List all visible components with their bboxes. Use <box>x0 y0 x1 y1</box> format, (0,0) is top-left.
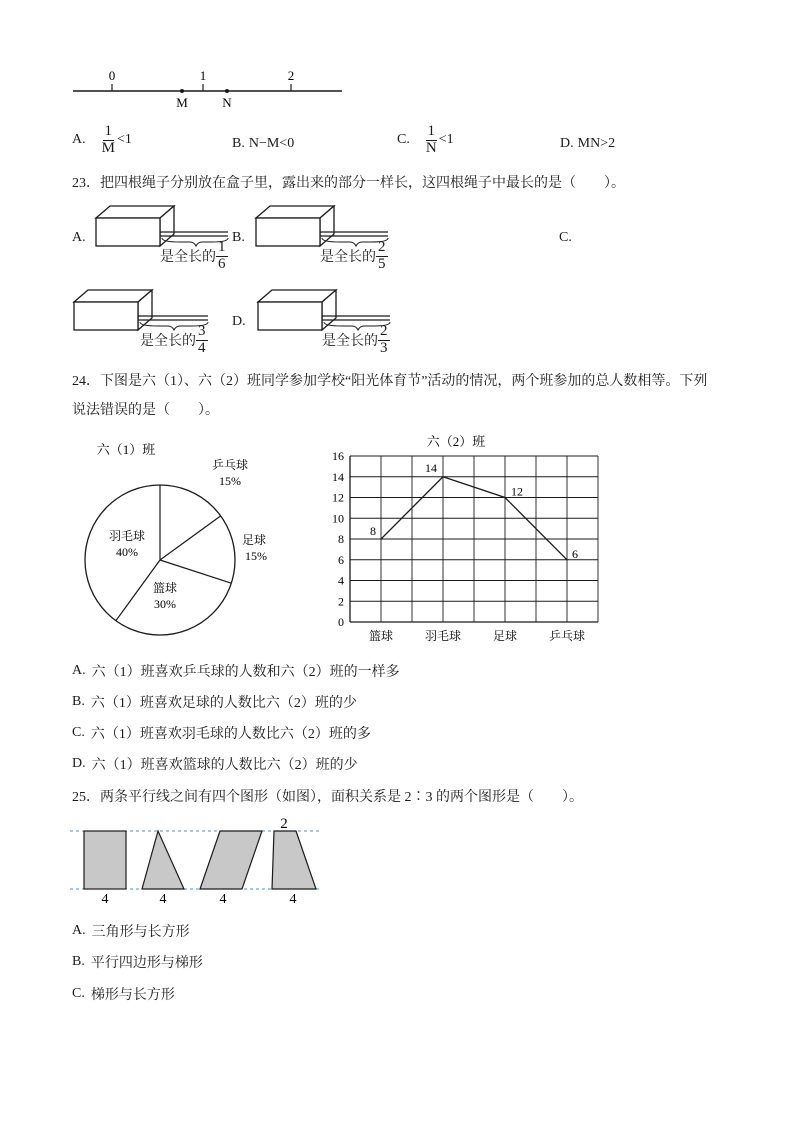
x-tick-label-3: 乒乓球 <box>548 629 586 643</box>
pie-pct-football: 15% <box>245 549 267 563</box>
pie-label-football: 足球 <box>241 533 267 547</box>
pie-pct-basketball: 30% <box>154 597 176 611</box>
base-label-rectangle: 4 <box>101 892 109 906</box>
option-text: 六（1）班喜欢足球的人数比六（2）班的少 <box>90 696 357 711</box>
option-label: A. <box>72 132 86 148</box>
tick-label-0: 0 <box>108 68 116 83</box>
y-tick-label-7: 14 <box>332 469 344 484</box>
x-tick-label-1: 羽毛球 <box>424 629 462 643</box>
option-text: N−M<0 <box>248 136 295 151</box>
option-text: 六（1）班喜欢羽毛球的人数比六（2）班的多 <box>90 727 371 742</box>
y-tick-label-2: 4 <box>338 573 344 588</box>
q24-option-a[interactable] <box>72 661 400 681</box>
base-label-parallelogram: 4 <box>219 892 227 906</box>
pie-label-badminton: 羽毛球 <box>108 529 146 543</box>
y-tick-label-3: 6 <box>338 552 344 567</box>
option-text: 六（1）班喜欢篮球的人数比六（2）班的少 <box>91 758 358 773</box>
relation: <1 <box>438 132 454 148</box>
pie-chart <box>80 432 280 644</box>
q23-option-d-label[interactable]: D. <box>232 314 246 329</box>
line-title: 六（2）班 <box>426 434 486 449</box>
fraction <box>196 324 208 357</box>
triangle-shape <box>142 831 184 889</box>
pie-slices <box>85 485 235 635</box>
q22-option-c[interactable] <box>397 124 454 157</box>
data-label-1: 14 <box>425 460 437 475</box>
q25-shapes <box>70 814 330 906</box>
q24-text-line2: 说法错误的是（ ）。 <box>72 403 219 418</box>
data-label-3: 6 <box>572 546 578 561</box>
option-label: D. <box>560 136 574 151</box>
line-yticks <box>332 449 344 629</box>
option-label: B. <box>72 954 85 969</box>
point-n <box>225 89 229 93</box>
caption-text: 是全长的 <box>160 250 216 266</box>
base-label-trapezoid: 4 <box>289 892 297 906</box>
data-point-0 <box>380 538 382 540</box>
y-tick-label-5: 10 <box>332 511 344 526</box>
q25-option-a[interactable] <box>72 921 190 941</box>
q23-option-c-label[interactable]: C. <box>559 230 572 245</box>
fraction-denominator: 4 <box>198 339 206 356</box>
point-label-n: N <box>222 95 232 110</box>
q23-option-d-caption <box>322 324 390 357</box>
base-label-triangle: 4 <box>159 892 167 906</box>
pie-pct-pingpong: 15% <box>219 474 241 488</box>
option-label: C. <box>397 132 410 148</box>
fraction-numerator: 1 <box>427 123 436 139</box>
y-tick-label-6: 12 <box>332 490 344 505</box>
q25-option-c[interactable] <box>72 984 175 1004</box>
pie-title: 六（1）班 <box>96 442 156 457</box>
data-label-0: 8 <box>370 524 376 538</box>
trapezoid-shape <box>272 831 316 889</box>
q23-option-b-label[interactable]: B. <box>232 230 245 245</box>
q23-option-a-caption <box>160 240 228 273</box>
option-label: A. <box>72 663 86 678</box>
option-text: MN>2 <box>577 136 616 151</box>
q23-text: 23．把四根绳子分别放在盒子里，露出来的部分一样长，这四根绳子中最长的是（ ）。 <box>72 176 625 191</box>
q23-option-b-caption <box>320 240 388 273</box>
option-text: 平行四边形与梯形 <box>90 956 203 971</box>
y-tick-label-8: 16 <box>332 449 344 463</box>
caption-text: 是全长的 <box>322 334 378 350</box>
line-grid <box>350 456 598 622</box>
line-chart <box>294 432 614 650</box>
option-text: 六（1）班喜欢乒乓球的人数和六（2）班的一样多 <box>91 665 400 680</box>
y-tick-label-0: 0 <box>338 615 344 629</box>
option-label: B. <box>232 136 245 151</box>
caption-text: 是全长的 <box>140 334 196 350</box>
q24-option-d[interactable] <box>72 754 358 774</box>
line-xticks <box>369 628 585 643</box>
fraction <box>424 124 439 157</box>
y-tick-label-4: 8 <box>338 532 344 546</box>
option-text: 梯形与长方形 <box>90 988 175 1003</box>
point-m <box>180 89 184 93</box>
fraction <box>216 240 228 273</box>
pie-pct-badminton: 40% <box>116 545 138 559</box>
q25-text: 25．两条平行线之间有四个图形（如图），面积关系是 2∶3 的两个图形是（ ）。 <box>72 790 583 805</box>
q22-option-d[interactable] <box>560 136 615 152</box>
q25-option-b[interactable] <box>72 952 203 972</box>
x-tick-label-2: 足球 <box>492 629 518 643</box>
q24-option-c[interactable] <box>72 723 371 743</box>
fraction-denominator: 6 <box>218 255 226 272</box>
relation: <1 <box>116 132 132 148</box>
q22-option-a[interactable] <box>72 124 132 157</box>
fraction-numerator: 1 <box>104 123 113 139</box>
data-point-1 <box>442 476 444 478</box>
option-label: C. <box>72 986 85 1001</box>
option-label: A. <box>72 923 86 938</box>
fraction-denominator: N <box>425 139 437 156</box>
tick-label-1: 1 <box>199 68 207 83</box>
data-label-2: 12 <box>511 484 523 499</box>
y-tick-label-1: 2 <box>338 594 344 609</box>
q22-option-b[interactable] <box>232 136 294 152</box>
option-label: D. <box>72 756 86 771</box>
q23-option-a-label[interactable]: A. <box>72 230 86 245</box>
q23-option-c-caption <box>140 324 208 357</box>
fraction-denominator: M <box>101 139 115 156</box>
fraction-denominator: 3 <box>380 339 388 356</box>
option-text: 三角形与长方形 <box>91 925 190 940</box>
fraction <box>100 124 117 157</box>
point-label-m: M <box>176 95 188 110</box>
fraction-numerator: 3 <box>198 323 206 339</box>
data-point-3 <box>566 559 568 561</box>
tick-label-2: 2 <box>287 68 295 83</box>
fraction <box>378 324 390 357</box>
option-label: B. <box>72 694 85 709</box>
option-label: C. <box>72 725 85 740</box>
caption-text: 是全长的 <box>320 250 376 266</box>
pie-label-pingpong: 乒乓球 <box>211 458 249 472</box>
fraction <box>376 240 388 273</box>
q24-option-b[interactable] <box>72 692 357 712</box>
q24-text-line1: 24．下图是六（1）、六（2）班同学参加学校“阳光体育节”活动的情况，两个班参加的总人数相等。下列 <box>72 374 708 389</box>
rectangle-shape <box>84 831 126 889</box>
parallelogram-shape <box>200 831 262 889</box>
fraction-numerator: 1 <box>218 239 226 255</box>
data-point-2 <box>504 497 506 499</box>
fraction-numerator: 2 <box>380 323 388 339</box>
fraction-denominator: 5 <box>378 255 386 272</box>
x-tick-label-0: 篮球 <box>368 629 394 643</box>
fraction-numerator: 2 <box>378 239 386 255</box>
pie-label-basketball: 篮球 <box>152 581 178 595</box>
trapezoid-top-label: 2 <box>280 816 288 832</box>
number-line-svg <box>70 66 350 110</box>
